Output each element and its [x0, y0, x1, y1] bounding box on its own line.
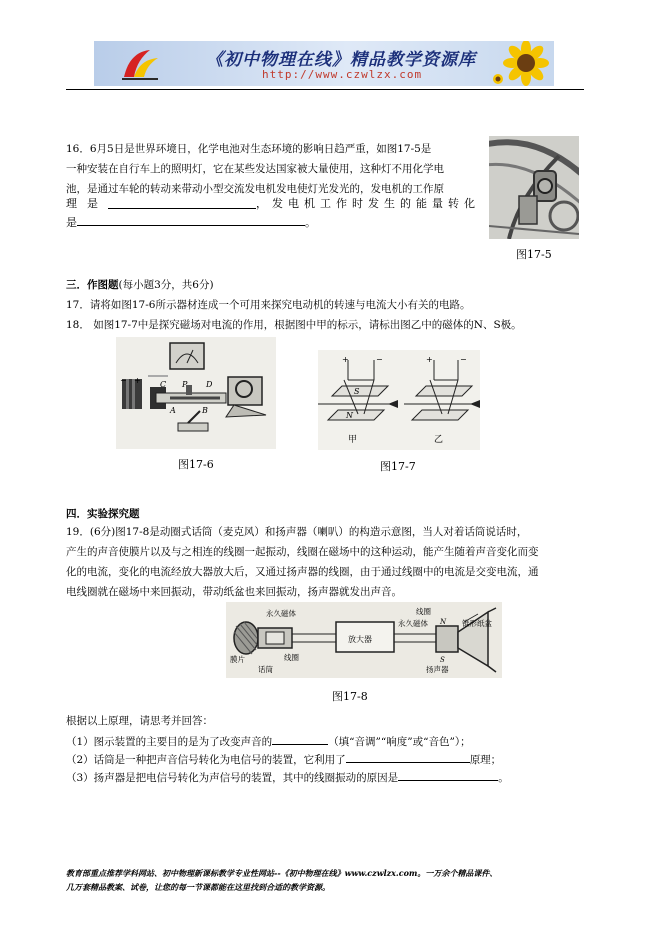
svg-text:−: − — [120, 376, 127, 385]
q16-line-4 — [66, 197, 480, 211]
fig7-label-s: S — [354, 387, 360, 396]
section-3-title: 三．作图题 — [66, 279, 119, 291]
fig8-label-mic: 话筒 — [258, 665, 273, 674]
q16-line-4-post: ，发电机工作时发生的能量转化 — [256, 197, 480, 210]
fig6-label-c: C — [160, 380, 167, 389]
q19-sub-3 — [66, 769, 509, 785]
q19-answer-2[interactable] — [346, 751, 470, 763]
fig7-label-yi: 乙 — [434, 435, 444, 445]
svg-text:+: + — [426, 355, 433, 364]
q16-answer-energy[interactable] — [77, 214, 305, 226]
fig8-label-magnet2: 永久磁体 — [398, 619, 428, 628]
q16-line-1: 16．6月5日是世界环境日，化学电池对生态环境的影响日趋严重，如图17-5是 — [66, 143, 432, 155]
q18-text: 18． 如图17-7中是探究磁场对电流的作用，根据图中甲的标示，请标出图乙中的磁体的N、S极。 — [66, 319, 522, 331]
fig8-label-coil1: 线圈 — [416, 607, 431, 616]
q19-answer-1[interactable] — [272, 733, 328, 745]
section-4-title: 四．实验探究题 — [66, 508, 140, 520]
fig8-label-n: N — [440, 618, 447, 626]
fig8-label-s: S — [440, 656, 445, 664]
banner-url[interactable]: http://www.czwlzx.com — [262, 68, 423, 81]
q19-sub-1 — [66, 733, 471, 749]
q16-line-5 — [66, 214, 316, 230]
q19-sub-3-post: 。 — [498, 772, 509, 784]
fig7-label-jia: 甲 — [348, 435, 358, 445]
section-3-heading — [66, 278, 214, 292]
figure-17-7-caption: 图17-7 — [380, 460, 416, 473]
q19-sub-2-pre: （2）话筒是一种把声音信号转化为电信号的装置，它利用了 — [66, 754, 346, 766]
q16-line-3: 池，是通过车轮的转动来带动小型交流发电机发电使灯光发光的，发电机的工作原 — [66, 183, 444, 195]
q19-line-1: 19．(6分)图17-8是动圈式话筒（麦克风）和扬声器（喇叭）的构造示意图，当人对着话筒说话时， — [66, 526, 528, 538]
fig8-label-magnet1: 永久磁体 — [266, 609, 296, 618]
svg-text:+: + — [342, 355, 349, 364]
q19-sub-2 — [66, 751, 501, 767]
fig6-label-d: D — [206, 380, 213, 389]
q16-line-5-post: 。 — [305, 216, 316, 229]
fig8-label-cone: 锥形纸盆 — [462, 619, 492, 628]
q19-sub-3-pre: （3）扬声器是把电信号转化为声信号的装置，其中的线圈振动的原因是 — [66, 772, 399, 784]
svg-text:−: − — [460, 355, 467, 364]
fig6-label-p: P — [182, 380, 188, 389]
fig8-label-diaphragm: 膜片 — [230, 655, 245, 664]
footer-line-2: 几万套精品教案、试卷，让您的每一节课都能在这里找到合适的教学资源。 — [66, 882, 330, 892]
q19-sub-2-post: 原理； — [469, 754, 502, 766]
fig6-label-a: A — [170, 406, 176, 415]
figure-17-6-caption: 图17-6 — [178, 458, 214, 471]
q16-line-5-pre: 是 — [66, 216, 77, 229]
svg-text:−: − — [376, 355, 383, 364]
banner-title: 《初中物理在线》精品教学资源库 — [206, 50, 476, 70]
q16-line-2: 一种安装在自行车上的照明灯，它在某些发达国家被大量使用，这种灯不用化学电 — [66, 163, 444, 175]
q16-line-4-pre: 理是 — [66, 197, 108, 210]
footer-line-1: 教育部重点推荐学科网站、初中物理新课标教学专业性网站--《初中物理在线》www.czwlzx.com。一万余个精品课件、 — [66, 868, 498, 878]
q19-prompt: 根据以上原理，请思考并回答： — [66, 715, 213, 727]
q16-answer-principle[interactable] — [108, 197, 256, 209]
q19-line-4: 电线圈就在磁场中来回振动，带动纸盆也来回振动，扬声器就发出声音。 — [66, 586, 402, 598]
figure-17-8-mic-speaker — [226, 602, 502, 678]
sunflower-icon — [492, 41, 554, 86]
figure-17-6-apparatus — [116, 337, 276, 449]
figure-17-5-bicycle-lamp — [489, 136, 579, 239]
header-rule — [66, 89, 584, 90]
svg-text:+: + — [134, 376, 141, 385]
fig8-label-amp: 放大器 — [348, 635, 372, 644]
q17-text: 17．请将如图17-6所示器材连成一个可用来探究电动机的转速与电流大小有关的电路。 — [66, 299, 471, 311]
q19-sub-1-post: （填“音调”“响度”或“音色”）； — [328, 736, 471, 748]
q19-sub-1-pre: （1）图示装置的主要目的是为了改变声音的 — [66, 736, 273, 748]
figure-17-8-caption: 图17-8 — [332, 690, 368, 703]
section-3-note: (每小题3分，共6分) — [118, 279, 214, 291]
site-logo-icon — [120, 47, 160, 81]
q19-line-3: 化的电流，变化的电流经放大器放大后，又通过扬声器的线圈，由于通过线圈中的电流是交变电流，通 — [66, 566, 539, 578]
figure-17-7-magnets — [318, 350, 480, 450]
figure-17-5-caption: 图17-5 — [516, 248, 552, 261]
fig8-label-speaker: 扬声器 — [426, 665, 449, 674]
fig8-label-coil2: 线圈 — [284, 653, 299, 662]
q19-line-2: 产生的声音使膜片以及与之相连的线圈一起振动，线圈在磁场中的这种运动，能产生随着声音变化而变 — [66, 546, 539, 558]
fig6-label-b: B — [202, 406, 208, 415]
header-banner — [94, 41, 554, 86]
q19-answer-3[interactable] — [398, 769, 498, 781]
fig7-label-n: N — [346, 411, 353, 420]
